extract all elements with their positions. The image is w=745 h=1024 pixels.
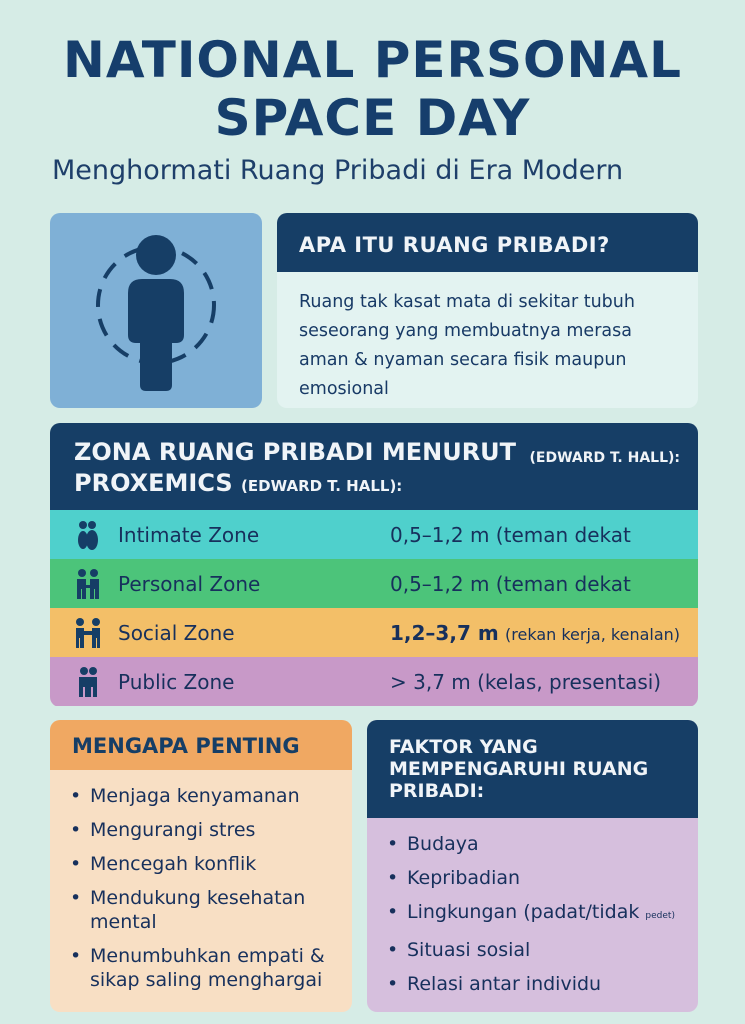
zone-row-personal [50,559,698,608]
what-is-personal-space-card [277,213,698,408]
why-item: • Menjaga kenyamanan [68,784,334,808]
zone-distance: 0,5–1,2 m (teman dekat [390,522,631,547]
why-item: • Mengurangi stres [68,818,334,842]
zone-row-social [50,608,698,657]
zone-name: Personal Zone [118,571,261,596]
factor-item-text: Lingkungan (padat/tidak [407,901,640,923]
zones-heading-extra: (EDWARD T. HALL): [529,450,680,466]
factors-card [367,720,698,1012]
zone-row-public [50,657,698,706]
zones-heading-main: ZONA RUANG PRIBADI MENURUT [74,438,517,466]
zones-heading-small: (EDWARD T. HALL): [241,477,403,495]
two-people-icon [74,569,102,599]
factor-item: • Kepribadian [385,866,680,890]
zone-distance-value: 1,2–3,7 m [390,620,499,645]
why-item: • Mencegah konflik [68,852,334,876]
factors-heading: FAKTOR YANG MEMPENGARUHI RUANG PRIBADI: [367,720,698,818]
personal-space-illustration [50,213,262,408]
zone-distance: > 3,7 m (kelas, presentasi) [390,669,662,694]
zone-name: Social Zone [118,620,235,645]
zone-name: Intimate Zone [118,522,260,547]
zone-row-intimate [50,510,698,559]
what-heading: APA ITU RUANG PRIBADI? [277,213,698,272]
zone-distance [390,621,698,645]
why-heading: MENGAPA PENTING [50,720,352,770]
title-line-2: SPACE DAY [214,89,531,147]
why-important-card [50,720,352,1012]
zones-heading [50,423,698,510]
zone-distance: 0,5–1,2 m (teman dekat [390,571,631,596]
why-item: • Menumbuhkan empati & sikap saling menghargai [68,944,334,992]
title-line-1: NATIONAL PERSONAL [63,31,682,89]
zones-heading-line2: PROXEMICS [74,469,233,497]
factor-item: • Relasi antar individu [385,972,680,996]
handshake-people-icon [74,618,102,648]
why-item: • Mendukung kesehatan mental [68,886,334,934]
factor-item: • Budaya [385,832,680,856]
two-people-icon [74,667,102,697]
factor-item: • Situasi sosial [385,938,680,962]
zone-name: Public Zone [118,669,235,694]
factor-item [385,900,680,928]
zones-card [50,423,698,707]
what-body: Ruang tak kasat mata di sekitar tubuh seseorang yang membuatnya merasa aman & nyaman secara fisik maupun emosional [299,292,635,399]
zone-distance-note: (rekan kerja, kenalan) [505,624,681,644]
factor-item-tiny: pedet) [645,911,675,921]
footprints-icon [74,520,102,550]
person-in-circle-icon [50,213,262,408]
subtitle: Menghormati Ruang Pribadi di Era Modern [52,155,624,186]
